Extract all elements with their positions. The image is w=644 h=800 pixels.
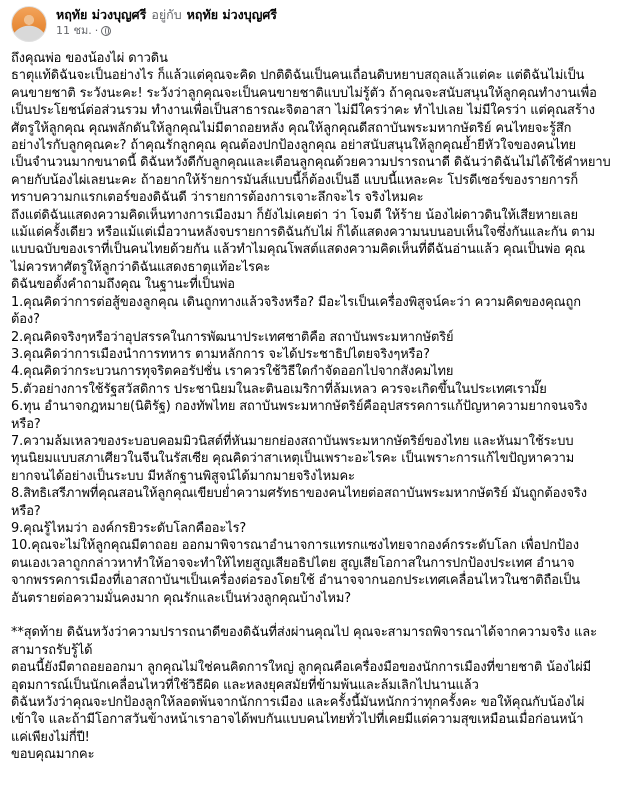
tagged-name[interactable]: หฤทัย ม่วงบุญศรี — [186, 7, 277, 22]
post-subline — [56, 23, 277, 38]
separator-dot: · — [94, 24, 99, 37]
author-line — [56, 6, 277, 23]
post-body: ถึงคุณพ่อ ของน้องไผ่ ดาวดิน ธาตุแท้ดิฉันจะเป็นอย่างไร ก็แล้วแต่คุณจะคิด ปกติดิฉันเป็นคนเถื่อนดิบหยาบสถุลแล้วแต่คะ แต่ดิฉันไม่เป็น คนขายชาติ ระวังนะคะ! ระวังว่าลูกคุณจะเป็นคนขายชาติแบบไม่รู้ตัว ถ้าคุณจะสนับสนุนให้ลูกคุณทำงานเพื่อ เป็นประโยชน์ต่อส่วนรวม ทำงานเพื่อเป็นสาธารณะจิตอาสา ไม่มีใครว่าคะ ทำไปเลย ไม่มีใครว่า แต่คุณสร้าง ศัตรูให้ลูกคุณ คุณพลักดันให้ลูกคุณไม่มีตาถอยหลัง คุณให้ลูกคุณดีสถาบันพระมหากษัตริย์ คนไทยจะรู้สึก อย่างไรกับลูกคุณคะ? ถ้าคุณรักลูกคุณ คุณต้องปกป้องลูกคุณ อย่าสนับสนุนให้ลูกคุณย้ำยีหัวใจของคนไทย เป็นจำนวนมากขนาดนี้ ดิฉันหวังดีกับลูกคุณและเตือนลูกคุณด้วยความปรารถนาดี ดิฉันว่าดิฉันไม่ได้ใช้คำหยาบ คายกับน้องไผ่เลยนะคะ ถ้าอยากให้ร้ายการมันส์แบบนี้ก็ต้องเป็นอี แบบนี้แหละคะ โปรดีเซอร์ของรายการก็ ทราบความกแรกเตอร์ของดิฉันดี ว่ารายการต้องการเจาะลึกจะไร จริงไหมคะ ถึงแต่ดิฉันแสดงความคิดเห็นทางการเมืองมา ก็ยังไม่เคยด่า ว่า โจมตี ให้ร้าย น้องไผ่ดาวดินให้เสียหายเลย แม้แต่ครั้งเดียว หรือแม้แต่เมื่อวานหลังจบรายการดิฉันกับไผ่ ก็ได้แสดงความนบนอบเห็นใจซึ่งกันและกัน ตาม แบบฉบับของเราที่เป็นคนไทยด้วยกัน แล้วทำไมคุณโพสต์แสดงความคิดเห็นที่ดีฉันอ่านแล้ว คุณเป็นพ่อ คุณ ไม่ควรหาศัตรูให้ลูกว่าดิฉันแสดงธาตุแท้อะไรคะ ดิฉันขอตั้งคำถามถึงคุณ ในฐานะที่เป็นพ่อ 1.คุณคิดว่าการต่อสู้ของลูกคุณ เดินถูกทางแล้วจริงหรือ? มีอะไรเป็นเครื่องพิสูจน์คะว่า ความคิดของคุณถูก ต้อง? 2.คุณคิดจริงๆหรือว่าอุปสรรคในการพัฒนาประเทศชาติคือ สถาบันพระมหากษัตริย์ 3.คุณคิดว่าการเมืองนำการทหาร ตามหลักการ จะได้ประชาธิปไตยจริงๆหรือ? 4.คุณคิดว่ากระบวนการทุจริตคอรัปชั่น เราควรใช้วิธีใดกำจัดออกไปจากสังคมไทย 5.ตัวอย่างการใช้รัฐสวัสดิการ ประชานิยมในละตินอเมริกาที่ล้มเหลว ควรจะเกิดขึ้นในประเทศเรามั๊ย 6.ทุน อำนาจกฎหมาย(นิติรัฐ) กองทัพไทย สถาบันพระมหากษัตริย์คืออุปสรรคการแก้ปัญหาความยากจนจริง หรือ? 7.ความล้มเหลวของระบอบคอมมิวนิสต์ที่หันมายกย่องสถาบันพระมหากษัตริย์ของไทย และหันมาใช้ระบบ ทุนนิยมแบบสภาเศียวในจีนในรัสเซีย คุณคิดว่าสาเหตุเป็นเพราะอะไรคะ เป็นเพราะการแก้ไขปัญหาความ ยากจนได้อย่างเป็นระบบ มีหลักฐานพิสูจน์ได้มากมายจริงไหมคะ 8.สิทธิเสรีภาพที่คุณสอนให้ลูกคุณเขียบย่ำความศรัทธาของคนไทยต่อสถาบันพระมหากษัตริย์ มันถูกต้องจริง หรือ? 9.คุณรู้ไหมว่า องค์กรยิวระดับโลกคืออะไร? 10.คุณจะไม่ให้ลูกคุณมีตาถอย ออกมาพิจารณาอำนาจการแทรกแซงไทยจากองค์กรระดับโลก เพื่อปกป้อง ตนเองเวลาถูกกล่าวหาทำให้อาจจะทำให้ไทยสูญเสียอธิปไตย สูญเสียโอกาสในการปกป้องประเทศ อำนาจ จากพรรคการเมืองที่เอาสถาบันฯเป็นเครื่องต่อรองโดยใช้ อำนาจจากนอกประเทศเคลื่อนไหวในชาติถือเป็น อันตรายต่อความมั่นคงมาก คุณรักและเป็นห่วงลูกคุณบ้างไหม? **สุดท้าย ดิฉันหวังว่าความปรารถนาดีของดิฉันที่ส่งผ่านคุณไป คุณจะสามารถพิจารณาได้จากความจริง และ สามารถรับรู้ได้ ตอนนี้ยังมีตาถอยออกมา ลูกคุณไม่ใช่คนคิดการใหญ่ ลูกคุณคือเครื่องมือของนักการเมืองที่ขายชาติ น้องไผ่มี อุดมการณ์เป็นนักเคลื่อนไหวที่ใช้วิธีผิด และหลงยุคสมัยที่ข้ามพ้นและล้มเลิกไปนานแล้ว ดิฉันหวังว่าคุณจะปกป้องลูกให้ลอดพ้นจากนักการเมือง และครั้งนี้มันหนักกว่าทุกครั้งคะ ขอให้คุณกับน้องไผ่ เข้าใจ และถ้ามีโอกาสวันข้างหน้าเราอาจได้พบกันแบบคนไทยทั่วไปที่เคยมีแต่ความสุขเหมือนเมื่อก่อนหน้า แค่เพียงไม่กี่ปี! ขอบคุณมากคะ — [11, 51, 611, 763]
with-label: อยู่กับ — [151, 7, 182, 22]
post-timestamp[interactable]: 11 ชม. — [56, 24, 92, 37]
globe-icon[interactable] — [101, 26, 111, 36]
post-header — [7, 0, 634, 50]
post-meta — [56, 6, 277, 38]
author-avatar[interactable] — [11, 6, 47, 42]
author-name[interactable]: หฤทัย ม่วงบุญศรี — [56, 7, 147, 22]
